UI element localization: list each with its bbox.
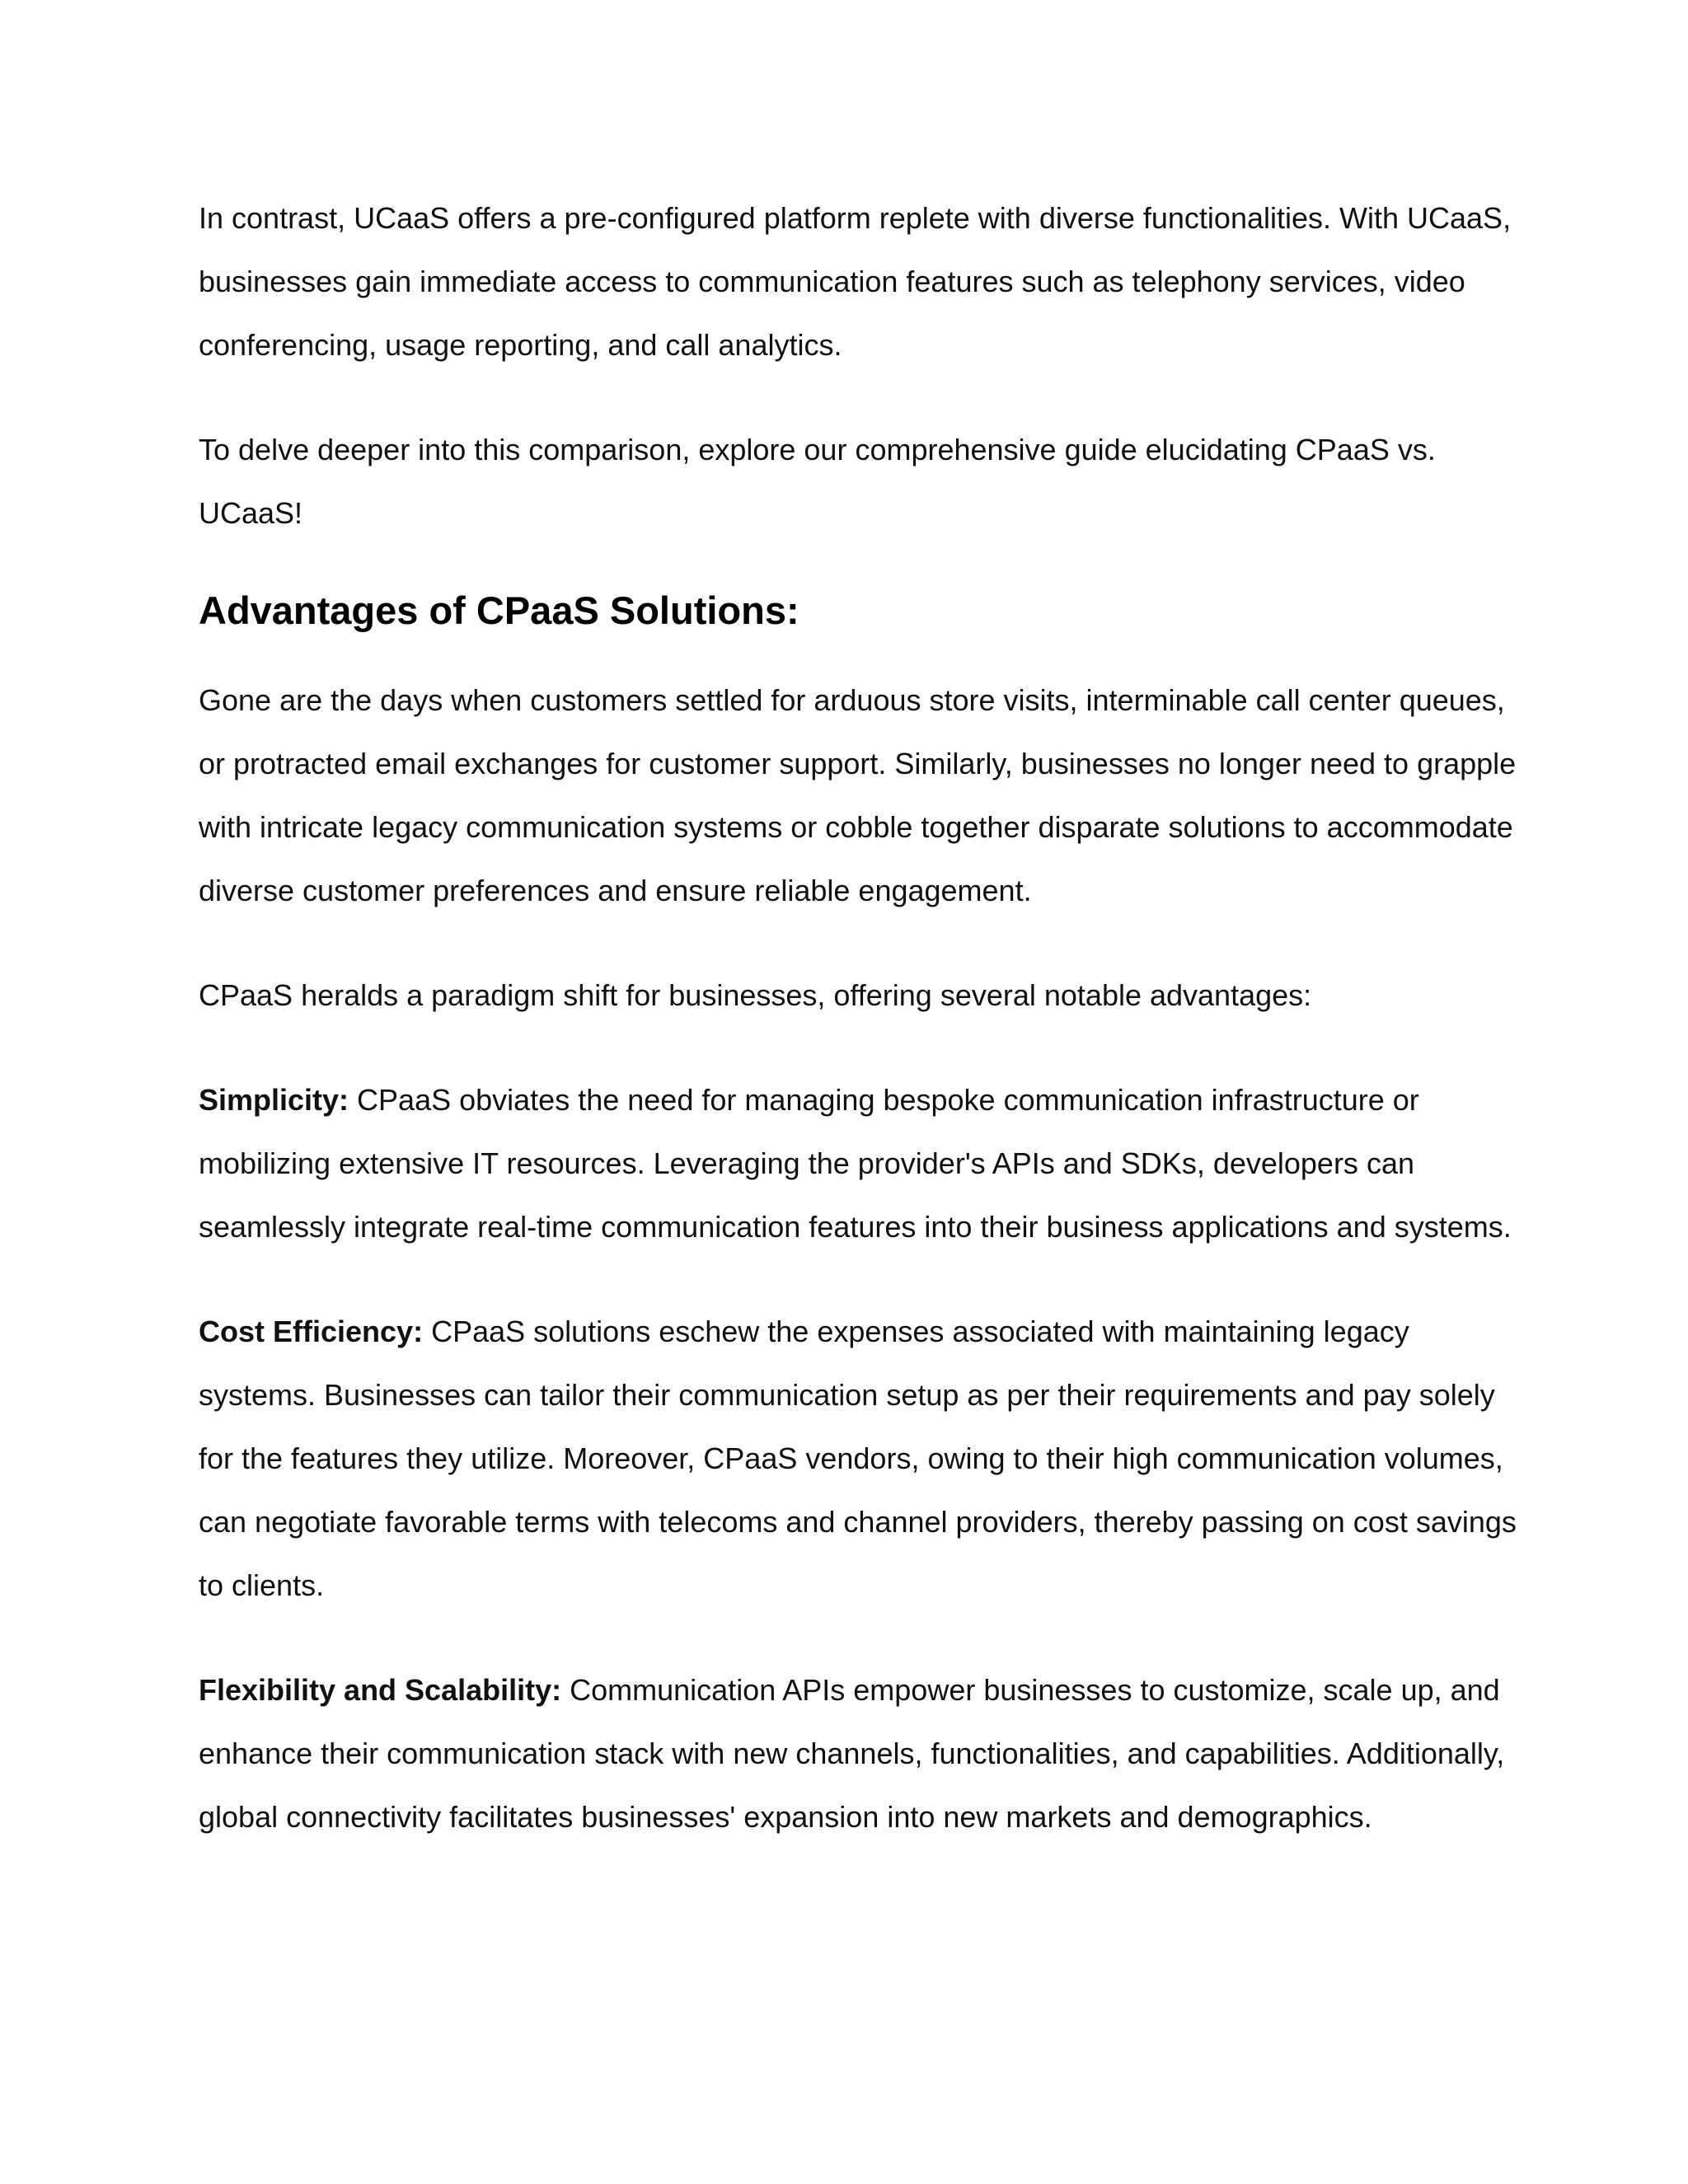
paragraph-gap <box>199 377 1517 418</box>
paragraph-ucaas-contrast: In contrast, UCaaS offers a pre-configured platform replete with diverse functionalities. With UCaaS, businesses gain immediate access to communication features such as telephony services, video conferencing, usage reporting, and call analytics. <box>199 201 1512 362</box>
paragraph-gap <box>199 1258 1517 1300</box>
heading-gap <box>199 635 1517 668</box>
paragraph-lead-in: CPaaS heralds a paradigm shift for businesses, offering several notable advantages: <box>199 978 1312 1012</box>
advantage-cost-efficiency <box>199 1300 1517 1617</box>
advantage-flexibility-scalability <box>199 1658 1517 1849</box>
paragraph-gap <box>199 1027 1517 1068</box>
advantage-text: Communication APIs empower businesses to customize, scale up, and enhance their communication stack with new channels, functionalities, and capabilities. Additionally, global connectivity facilitates businesses' expansion into new markets and demographics. <box>199 1673 1505 1834</box>
advantage-text: CPaaS solutions eschew the expenses associated with maintaining legacy systems. Businesses can tailor their communication setup as per their requirements and pay solely for the features they utilize. Moreover, CPaaS vendors, owing to their high communication volumes, can negotiate favorable terms with telecoms and channel providers, thereby passing on cost savings to clients. <box>199 1315 1517 1602</box>
advantage-label: Flexibility and Scalability: <box>199 1673 562 1707</box>
advantage-label: Cost Efficiency: <box>199 1315 424 1348</box>
section-heading: Advantages of CPaaS Solutions: <box>199 588 799 632</box>
paragraph-intro: Gone are the days when customers settled for arduous store visits, interminable call center queues, or protracted email exchanges for customer support. Similarly, businesses no longer need to grapple with intricate legacy communication systems or cobble together disparate solutions to accommodate diverse customer preferences and ensure reliable engagement. <box>199 683 1517 907</box>
advantage-label: Simplicity: <box>199 1083 349 1117</box>
paragraph-gap <box>199 1617 1517 1658</box>
heading-gap <box>199 545 1517 586</box>
advantage-simplicity <box>199 1068 1517 1258</box>
paragraph-gap <box>199 922 1517 963</box>
document-body <box>199 186 1517 1849</box>
paragraph-delve-deeper: To delve deeper into this comparison, explore our comprehensive guide elucidating CPaaS vs. UCaaS! <box>199 433 1436 530</box>
advantage-text: CPaaS obviates the need for managing bespoke communication infrastructure or mobilizing extensive IT resources. Leveraging the provider's APIs and SDKs, developers can seamlessly integrate real-time communication features into their business applications and systems. <box>199 1083 1512 1244</box>
